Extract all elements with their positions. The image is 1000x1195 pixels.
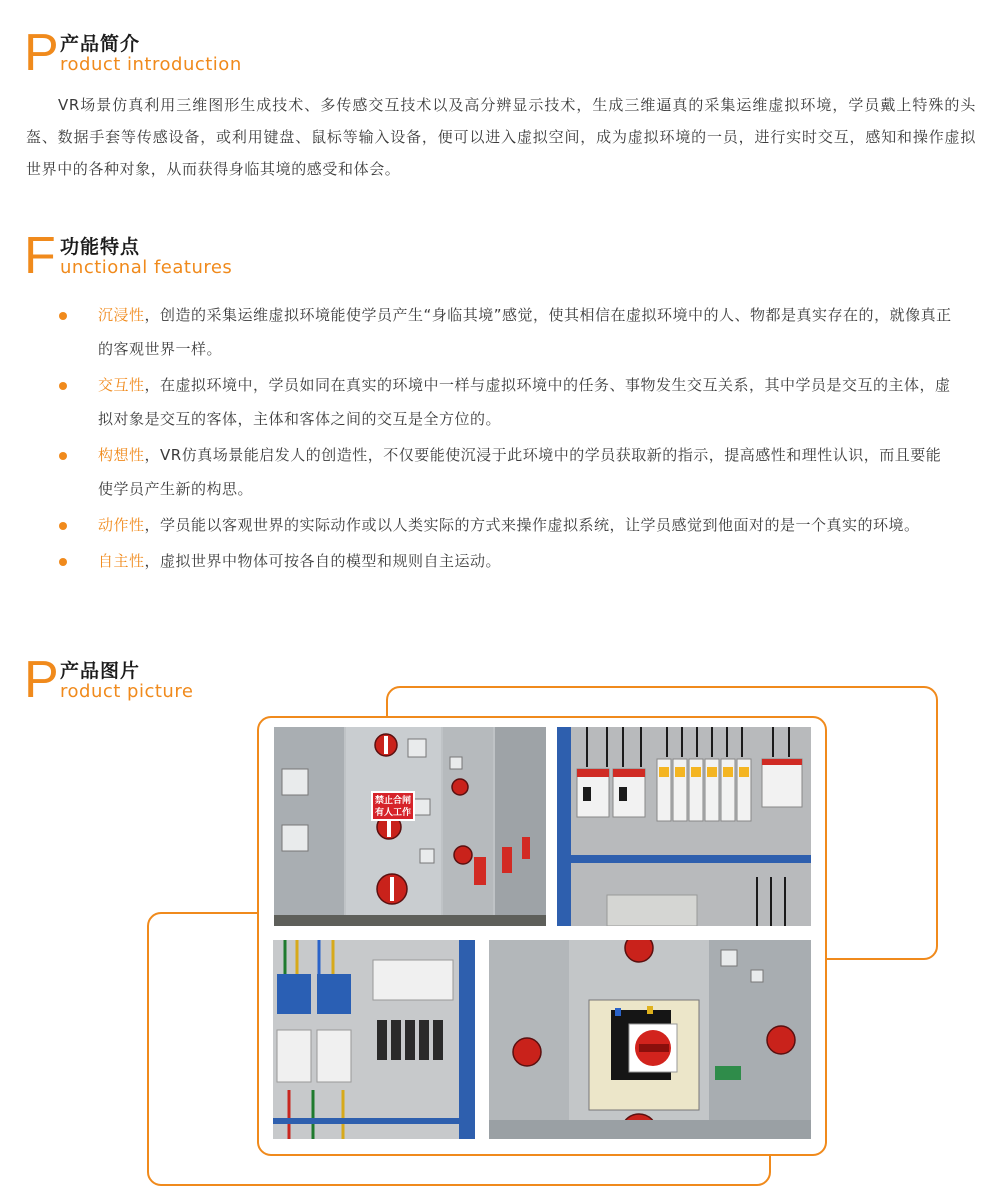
bullet-dot-icon [59, 558, 67, 566]
section-title-cn: 产品简介 [60, 33, 141, 55]
initial-letter: P [24, 651, 59, 709]
feature-list [56, 298, 956, 580]
initial-letter: F [24, 227, 56, 285]
section-header-features [24, 227, 424, 285]
feature-text: ，VR仿真场景能启发人的创造性，不仅要能使沉浸于此环境中的学员获取新的指示，提高感性和理性认识，而且要能使学员产生新的构思。 [98, 446, 942, 498]
feature-term: 构想性 [98, 446, 145, 464]
bullet-dot-icon [59, 382, 67, 390]
warning-sign-line2: 有人工作 [374, 808, 412, 818]
bullet-dot-icon [59, 312, 67, 320]
photo-contactor-wiring [273, 940, 475, 1139]
feature-term: 交互性 [98, 376, 145, 394]
intro-paragraph: VR场景仿真利用三维图形生成技术、多传感交互技术以及高分辨显示技术，生成三维逼真的采集运维虚拟环境，学员戴上特殊的头盔、数据手套等传感设备，或利用键盘、鼠标等输入设备，便可以进入虚拟空间，成为虚拟环境的一员，进行实时交互，感知和操作虚拟世界中的各种对象，从而获得身临其境的感受和体会。 [26, 96, 976, 178]
section-title-cn: 产品图片 [60, 660, 141, 682]
photo-switchgear [274, 727, 546, 926]
feature-text: ，学员能以客观世界的实际动作或以人类实际的方式来操作虚拟系统，让学员感觉到他面对的是一个真实的环境。 [144, 516, 920, 534]
photo-rotary-switch [489, 940, 811, 1139]
photo-breaker-rack [557, 727, 811, 926]
feature-item [56, 438, 956, 506]
section-header-pictures [24, 651, 424, 709]
feature-term: 沉浸性 [98, 306, 145, 324]
feature-item [56, 544, 956, 578]
initial-letter: P [24, 24, 59, 82]
section-title-en: roduct picture [60, 681, 194, 702]
feature-text: ，在虚拟环境中，学员如同在真实的环境中一样与虚拟环境中的任务、事物发生交互关系，其中学员是交互的主体，虚拟对象是交互的客体，主体和客体之间的交互是全方位的。 [98, 376, 951, 428]
warning-sign-line1: 禁止合闸 [374, 796, 412, 806]
feature-item [56, 368, 956, 436]
feature-item [56, 298, 956, 366]
section-header-intro [24, 24, 424, 82]
section-title-cn: 功能特点 [60, 236, 141, 258]
feature-term: 自主性 [98, 552, 145, 570]
feature-text: ，虚拟世界中物体可按各自的模型和规则自主运动。 [144, 552, 502, 570]
feature-text: ，创造的采集运维虚拟环境能使学员产生“身临其境”感觉，使其相信在虚拟环境中的人、物都是真实存在的，就像真正的客观世界一样。 [98, 306, 952, 358]
feature-item [56, 508, 956, 542]
bullet-dot-icon [59, 522, 67, 530]
section-title-en: roduct introduction [60, 54, 242, 75]
bullet-dot-icon [59, 452, 67, 460]
feature-term: 动作性 [98, 516, 145, 534]
section-title-en: unctional features [60, 257, 233, 278]
